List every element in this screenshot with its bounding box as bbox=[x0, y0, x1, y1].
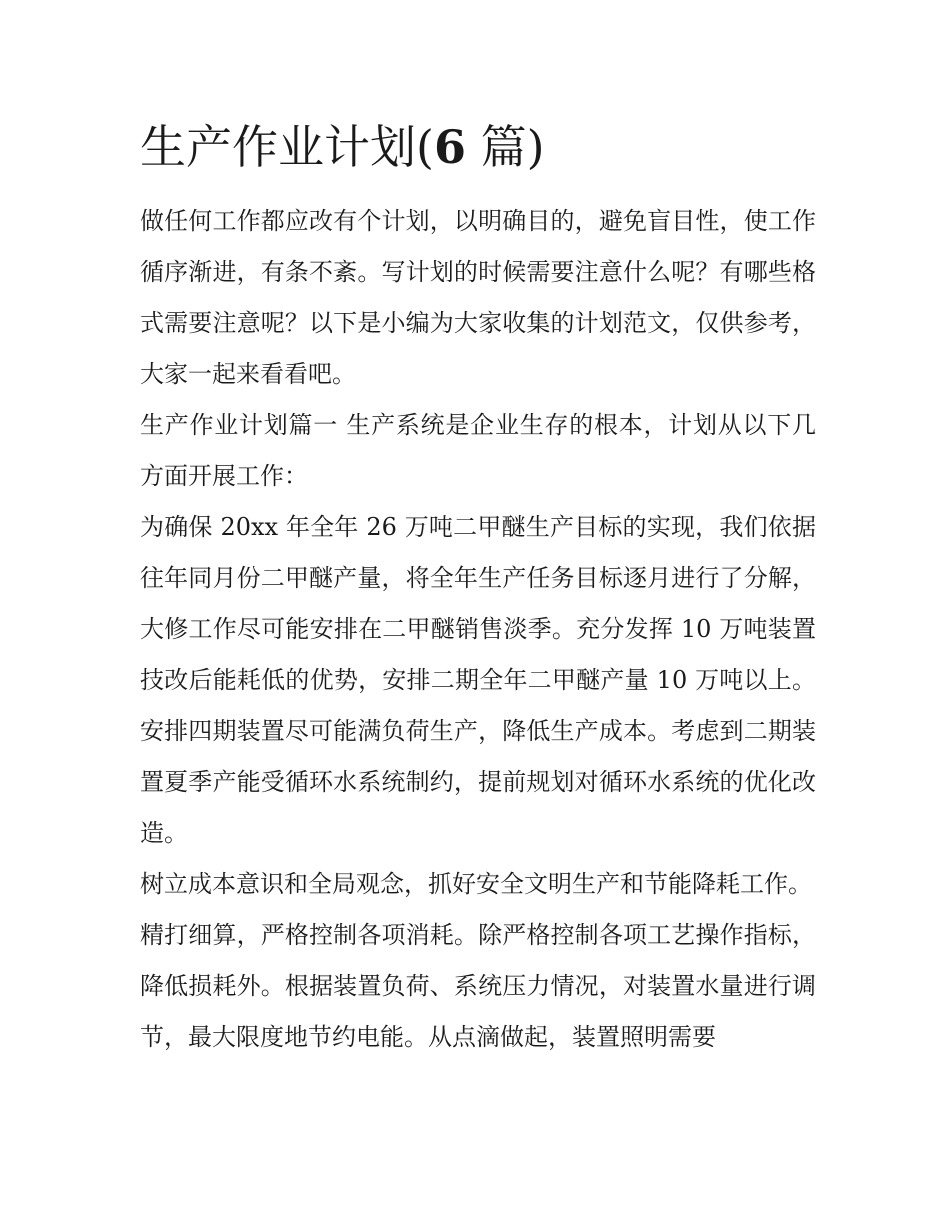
paragraph-cost-awareness: 树立成本意识和全局观念，抓好安全文明生产和节能降耗工作。 bbox=[140, 870, 812, 898]
document-body bbox=[140, 196, 816, 1063]
title-suffix: 篇) bbox=[465, 120, 545, 174]
paragraph-consumption-control: 精打细算，严格控制各项消耗。除严格控制各项工艺操作指标，降低损耗外。根据装置负荷、系统压力情况，对装置水量进行调节，最大限度地节约电能。从点滴做起，装置照明需要 bbox=[140, 921, 816, 1051]
document-title bbox=[140, 112, 816, 182]
title-number: 6 bbox=[433, 120, 466, 174]
title-prefix: 生产作业计划( bbox=[140, 120, 434, 174]
document-page bbox=[140, 112, 816, 1063]
paragraph-section-one: 生产作业计划篇一 生产系统是企业生存的根本，计划从以下几方面开展工作： bbox=[140, 411, 816, 490]
paragraph-production-target: 为确保 20xx 年全年 26 万吨二甲醚生产目标的实现，我们依据往年同月份二甲醚产量，将全年生产任务目标逐月进行了分解，大修工作尽可能安排在二甲醚销售淡季。充分发挥 10 万吨装置技改后能耗低的优势，安排二期全年二甲醚产量 10 万吨以上。安排四期装置尽可能满负荷生产，降低生产成本。考虑到二期装置夏季产能受循环水系统制约，提前规划对循环水系统的优化改造。 bbox=[140, 513, 816, 847]
paragraph-intro: 做任何工作都应改有个计划，以明确目的，避免盲目性，使工作循序渐进，有条不紊。写计划的时候需要注意什么呢？有哪些格式需要注意呢？以下是小编为大家收集的计划范文，仅供参考，大家一起来看看吧。 bbox=[140, 207, 816, 388]
